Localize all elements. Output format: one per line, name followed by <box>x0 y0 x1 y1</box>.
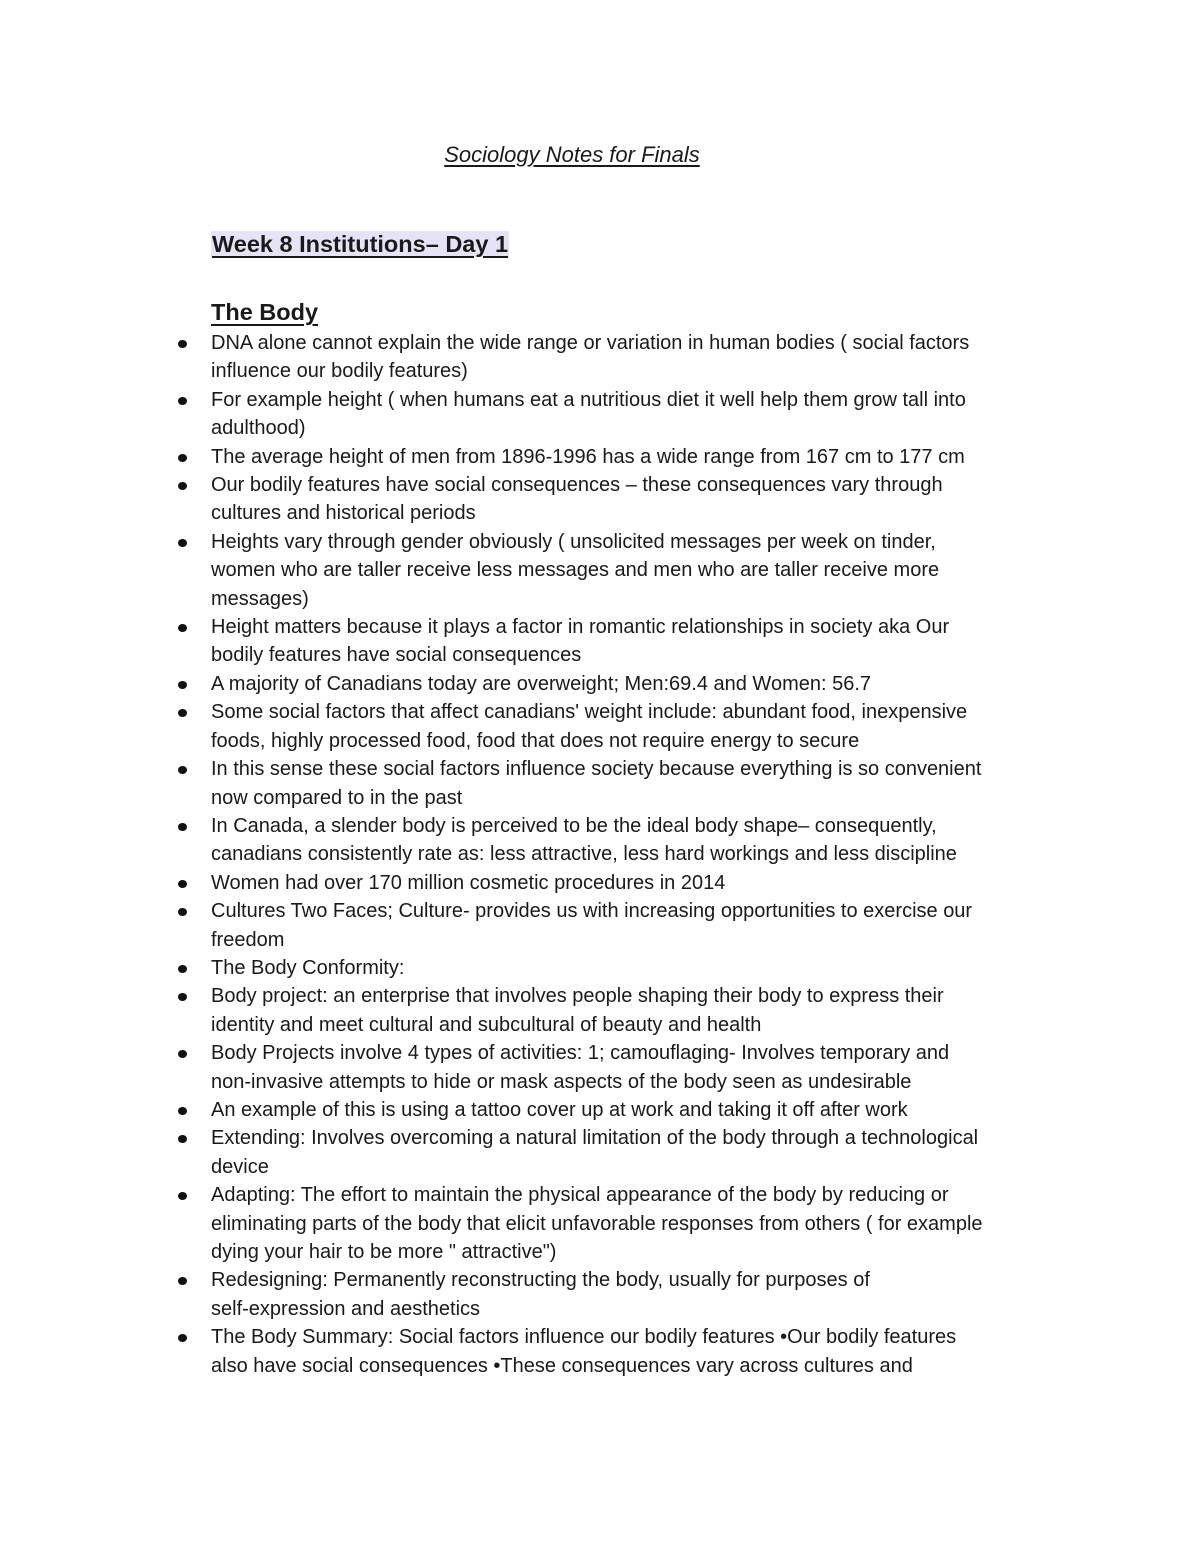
list-item-text: also have social consequences •These consequences vary across cultures and <box>211 1354 913 1377</box>
week-heading-text: Week 8 Institutions– Day 1 <box>212 231 509 257</box>
list-item-text: For example height ( when humans eat a nutritious diet it well help them grow tall into <box>211 388 966 411</box>
list-item <box>211 698 1061 755</box>
list-item <box>211 1266 1061 1323</box>
list-item-text: Redesigning: Permanently reconstructing the body, usually for purposes of <box>211 1269 870 1292</box>
list-item <box>211 386 1061 443</box>
list-item-text: women who are taller receive less messages and men who are taller receive more <box>211 559 940 582</box>
list-item <box>211 982 1061 1039</box>
list-item <box>211 613 1061 670</box>
bullet-icon <box>178 340 187 348</box>
list-item-text: influence our bodily features) <box>211 360 468 383</box>
list-item <box>211 1039 1061 1096</box>
bullet-icon <box>178 766 187 774</box>
list-item <box>211 528 1061 613</box>
list-item-text: A majority of Canadians today are overweight; Men:69.4 and Women: 56.7 <box>211 672 872 695</box>
list-item-text: Heights vary through gender obviously ( unsolicited messages per week on tinder, <box>211 530 936 553</box>
list-item <box>211 1096 1061 1124</box>
bullet-icon <box>178 482 187 490</box>
section-heading: The Body <box>211 299 319 325</box>
list-item-text: The Body Conformity: <box>211 956 405 979</box>
list-item-text: device <box>211 1155 269 1178</box>
document-title: Sociology Notes for Finals <box>444 142 700 167</box>
list-item-text: foods, highly processed food, food that does not require energy to secure <box>211 729 860 752</box>
list-item <box>211 670 1061 698</box>
list-item-text: Height matters because it plays a factor in romantic relationships in society aka Our <box>211 616 950 639</box>
list-item <box>211 954 1061 982</box>
week-heading <box>211 229 509 259</box>
list-item-text: Extending: Involves overcoming a natural limitation of the body through a technological <box>211 1127 979 1150</box>
list-item <box>211 897 1061 954</box>
list-item <box>211 812 1061 869</box>
list-item-text: Some social factors that affect canadians' weight include: abundant food, inexpensive <box>211 701 968 724</box>
list-item <box>211 1323 1061 1380</box>
list-item <box>211 443 1061 471</box>
list-item <box>211 329 1061 386</box>
bullet-icon <box>178 1334 187 1342</box>
list-item <box>211 869 1061 897</box>
bullet-icon <box>178 1050 187 1058</box>
list-item-text: eliminating parts of the body that elicit unfavorable responses from others ( for example <box>211 1212 983 1235</box>
bullet-icon <box>178 1135 187 1143</box>
list-item-text: non-invasive attempts to hide or mask aspects of the body seen as undesirable <box>211 1070 912 1093</box>
bullet-list <box>211 329 1061 1380</box>
bullet-icon <box>178 624 187 632</box>
bullet-icon <box>178 823 187 831</box>
list-item-text: Our bodily features have social consequences – these consequences vary through <box>211 474 943 497</box>
bullet-icon <box>178 709 187 717</box>
bullet-icon <box>178 1277 187 1285</box>
list-item-text: identity and meet cultural and subcultural of beauty and health <box>211 1013 762 1036</box>
list-item-text: An example of this is using a tattoo cover up at work and taking it off after work <box>211 1098 908 1121</box>
bullet-icon <box>178 965 187 973</box>
list-item <box>211 755 1061 812</box>
list-item-text: dying your hair to be more " attractive") <box>211 1241 557 1263</box>
list-item-text: cultures and historical periods <box>211 502 476 525</box>
list-item-text: Adapting: The effort to maintain the physical appearance of the body by reducing or <box>211 1184 949 1207</box>
list-item-text: The average height of men from 1896-1996 has a wide range from 167 cm to 177 cm <box>211 445 965 468</box>
bullet-icon <box>178 908 187 916</box>
list-item-text: Cultures Two Faces; Culture- provides us with increasing opportunities to exercise our <box>211 900 973 923</box>
list-item-text: In this sense these social factors influence society because everything is so convenient <box>211 758 982 781</box>
list-item <box>211 1124 1061 1181</box>
list-item-text: bodily features have social consequences <box>211 644 582 667</box>
list-item-text: now compared to in the past <box>211 786 463 809</box>
list-item-text: In Canada, a slender body is perceived to be the ideal body shape– consequently, <box>211 814 937 837</box>
bullet-icon <box>178 1192 187 1200</box>
list-item-text: Women had over 170 million cosmetic procedures in 2014 <box>211 871 726 894</box>
list-item-text: canadians consistently rate as: less attractive, less hard workings and less discipline <box>211 843 957 866</box>
bullet-icon <box>178 454 187 462</box>
list-item-text: Body Projects involve 4 types of activities: 1; camouflaging- Involves temporary and <box>211 1042 950 1065</box>
list-item <box>211 1181 1061 1266</box>
list-item-text: self-expression and aesthetics <box>211 1297 481 1320</box>
list-item-text: Body project: an enterprise that involves people shaping their body to express their <box>211 985 944 1008</box>
list-item-text: DNA alone cannot explain the wide range or variation in human bodies ( social factors <box>211 332 970 354</box>
bullet-icon <box>178 397 187 405</box>
bullet-icon <box>178 993 187 1001</box>
bullet-icon <box>178 1107 187 1115</box>
list-item-text: messages) <box>211 587 309 610</box>
list-item-text: The Body Summary: Social factors influence our bodily features •Our bodily features <box>211 1326 957 1349</box>
list-item <box>211 471 1061 528</box>
list-item-text: freedom <box>211 928 285 951</box>
bullet-icon <box>178 681 187 689</box>
bullet-icon <box>178 880 187 888</box>
bullet-icon <box>178 539 187 547</box>
list-item-text: adulthood) <box>211 417 306 440</box>
